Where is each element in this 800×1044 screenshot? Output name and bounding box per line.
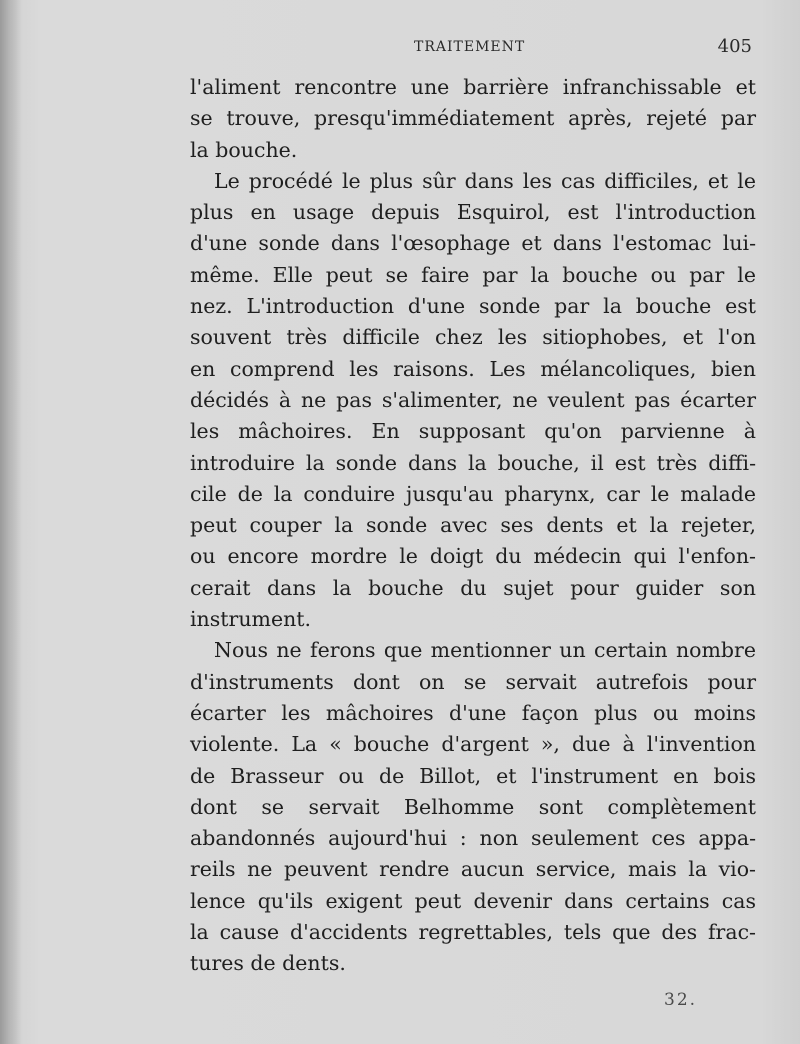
text-line: écarter les mâchoires d'une façon plus ou moins: [190, 700, 756, 725]
text-line: de Brasseur ou de Billot, et l'instrument en bois: [190, 763, 756, 788]
text-line: décidés à ne pas s'alimenter, ne veulent pas écarter: [190, 387, 756, 412]
text-line: la cause d'accidents regrettables, tels que des frac-: [190, 920, 756, 945]
running-title: TRAITEMENT: [414, 39, 526, 55]
text-line: violente. La « bouche d'argent », due à l'invention: [190, 732, 756, 757]
text-line: abandonnés aujourd'hui : non seulement ces appa-: [190, 826, 756, 851]
running-head: [190, 36, 756, 60]
text-line: cerait dans la bouche du sujet pour guider son: [190, 575, 756, 600]
binding-shadow: [0, 0, 22, 1044]
text-line: cile de la conduire jusqu'au pharynx, car le malade: [190, 481, 756, 506]
text-line: en comprend les raisons. Les mélancoliques, bien: [190, 356, 756, 381]
text-line: ou encore mordre le doigt du médecin qui l'enfon-: [190, 544, 756, 569]
text-line: Le procédé le plus sûr dans les cas difficiles, et le: [214, 168, 756, 193]
paragraph-3: [190, 635, 756, 979]
text-line: l'aliment rencontre une barrière infranchissable et: [190, 75, 756, 99]
text-line: dont se servait Belhomme sont complètement: [190, 794, 756, 819]
text-line: peut couper la sonde avec ses dents et la rejeter,: [190, 513, 756, 538]
text-line: instrument.: [190, 607, 312, 632]
paragraph-1: [190, 72, 756, 166]
body-text: [190, 72, 756, 980]
text-line: tures de dents.: [190, 951, 346, 976]
text-line: se trouve, presqu'immédiatement après, rejeté par: [190, 106, 756, 131]
page-number: 405: [717, 36, 752, 57]
text-line: plus en usage depuis Esquirol, est l'introduction: [190, 200, 756, 225]
text-line: d'instruments dont on se servait autrefois pour: [190, 669, 756, 694]
signature-mark: 32.: [664, 990, 698, 1010]
text-line: les mâchoires. En supposant qu'on parvienne à: [190, 419, 756, 444]
text-line: souvent très difficile chez les sitiophobes, et l'on: [190, 325, 756, 350]
text-line: nez. L'introduction d'une sonde par la bouche est: [190, 294, 756, 319]
paragraph-2: [190, 166, 756, 635]
text-line: introduire la sonde dans la bouche, il est très diffi-: [190, 450, 756, 475]
text-line: la bouche.: [190, 137, 298, 162]
text-line: d'une sonde dans l'œsophage et dans l'estomac lui-: [190, 231, 756, 256]
text-line: Nous ne ferons que mentionner un certain nombre: [214, 638, 756, 663]
text-line: reils ne peuvent rendre aucun service, mais la vio-: [190, 857, 756, 882]
text-line: lence qu'ils exigent peut devenir dans certains cas: [190, 888, 756, 913]
text-line: même. Elle peut se faire par la bouche ou par le: [190, 262, 756, 287]
